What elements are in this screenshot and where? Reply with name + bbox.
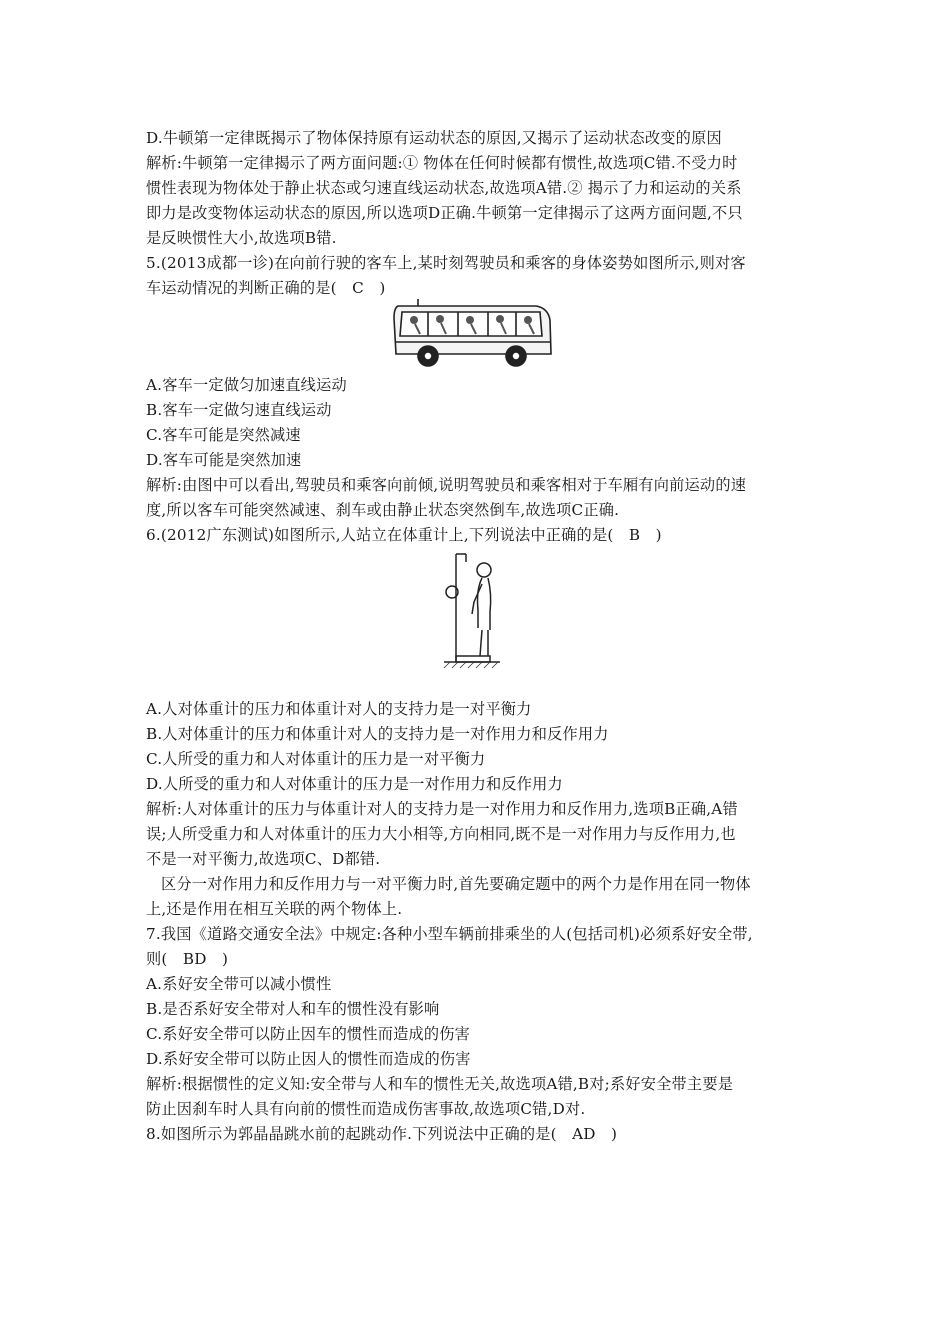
question-5-stem: 5.(2013成都一诊)在向前行驶的客车上,某时刻驾驶员和乘客的身体姿势如图所示,则对客 [146,254,746,272]
text-line: 误;人所受重力和人对体重计的压力大小相等,方向相同,既不是一对作用力与反作用力,也 [146,825,736,843]
text-line: 惯性表现为物体处于静止状态或匀速直线运动状态,故选项A错.② 揭示了力和运动的关系 [146,179,742,197]
scale-figure [442,550,506,674]
question-8-stem: 8.如图所示为郭晶晶跳水前的起跳动作.下列说法中正确的是( AD ) [146,1125,618,1143]
text-line: 上,还是作用在相互关联的两个物体上. [146,900,403,918]
text-line: 区分一对作用力和反作用力与一对平衡力时,首先要确定题中的两个力是作用在同一物体 [161,875,751,893]
text-line: 不是一对平衡力,故选项C、D都错. [146,850,381,868]
bus-figure [388,296,558,370]
text-line: D.牛顿第一定律既揭示了物体保持原有运动状态的原因,又揭示了运动状态改变的原因 [146,129,722,147]
option-b: B.是否系好安全带对人和车的惯性没有影响 [146,1000,440,1018]
option-b: B.人对体重计的压力和体重计对人的支持力是一对作用力和反作用力 [146,725,609,743]
option-d: D.系好安全带可以防止因人的惯性而造成的伤害 [146,1050,471,1068]
option-c: C.系好安全带可以防止因车的惯性而造成的伤害 [146,1025,471,1043]
text-line: 度,所以客车可能突然减速、刹车或由静止状态突然倒车,故选项C正确. [146,501,620,519]
option-a: A.客车一定做匀加速直线运动 [146,376,347,394]
option-d: D.人所受的重力和人对体重计的压力是一对作用力和反作用力 [146,775,563,793]
option-a: A.系好安全带可以减小惯性 [146,975,332,993]
text-line: 解析:牛顿第一定律揭示了两方面问题:① 物体在任何时候都有惯性,故选项C错.不受力时 [146,154,738,172]
text-line: 是反映惯性大小,故选项B错. [146,229,337,247]
option-c: C.客车可能是突然减速 [146,426,301,444]
question-7-stem: 则( BD ) [146,950,229,968]
option-a: A.人对体重计的压力和体重计对人的支持力是一对平衡力 [146,700,532,718]
text-line: 解析:根据惯性的定义知:安全带与人和车的惯性无关,故选项A错,B对;系好安全带主要是 [146,1075,734,1093]
text-line: 解析:由图中可以看出,驾驶员和乘客向前倾,说明驾驶员和乘客相对于车厢有向前运动的速 [146,476,747,494]
text-line: 防止因刹车时人具有向前的惯性而造成伤害事故,故选项C错,D对. [146,1100,586,1118]
question-6-stem: 6.(2012广东测试)如图所示,人站立在体重计上,下列说法中正确的是( B ) [146,526,662,544]
option-b: B.客车一定做匀速直线运动 [146,401,332,419]
question-5-stem: 车运动情况的判断正确的是( C ) [146,279,386,297]
question-7-stem: 7.我国《道路交通安全法》中规定:各种小型车辆前排乘坐的人(包括司机)必须系好安全带, [146,925,753,943]
text-line: 即力是改变物体运动状态的原因,所以选项D正确.牛顿第一定律揭示了这两方面问题,不只 [146,204,743,222]
option-c: C.人所受的重力和人对体重计的压力是一对平衡力 [146,750,486,768]
option-d: D.客车可能是突然加速 [146,451,302,469]
text-line: 解析:人对体重计的压力与体重计对人的支持力是一对作用力和反作用力,选项B正确,A错 [146,800,738,818]
